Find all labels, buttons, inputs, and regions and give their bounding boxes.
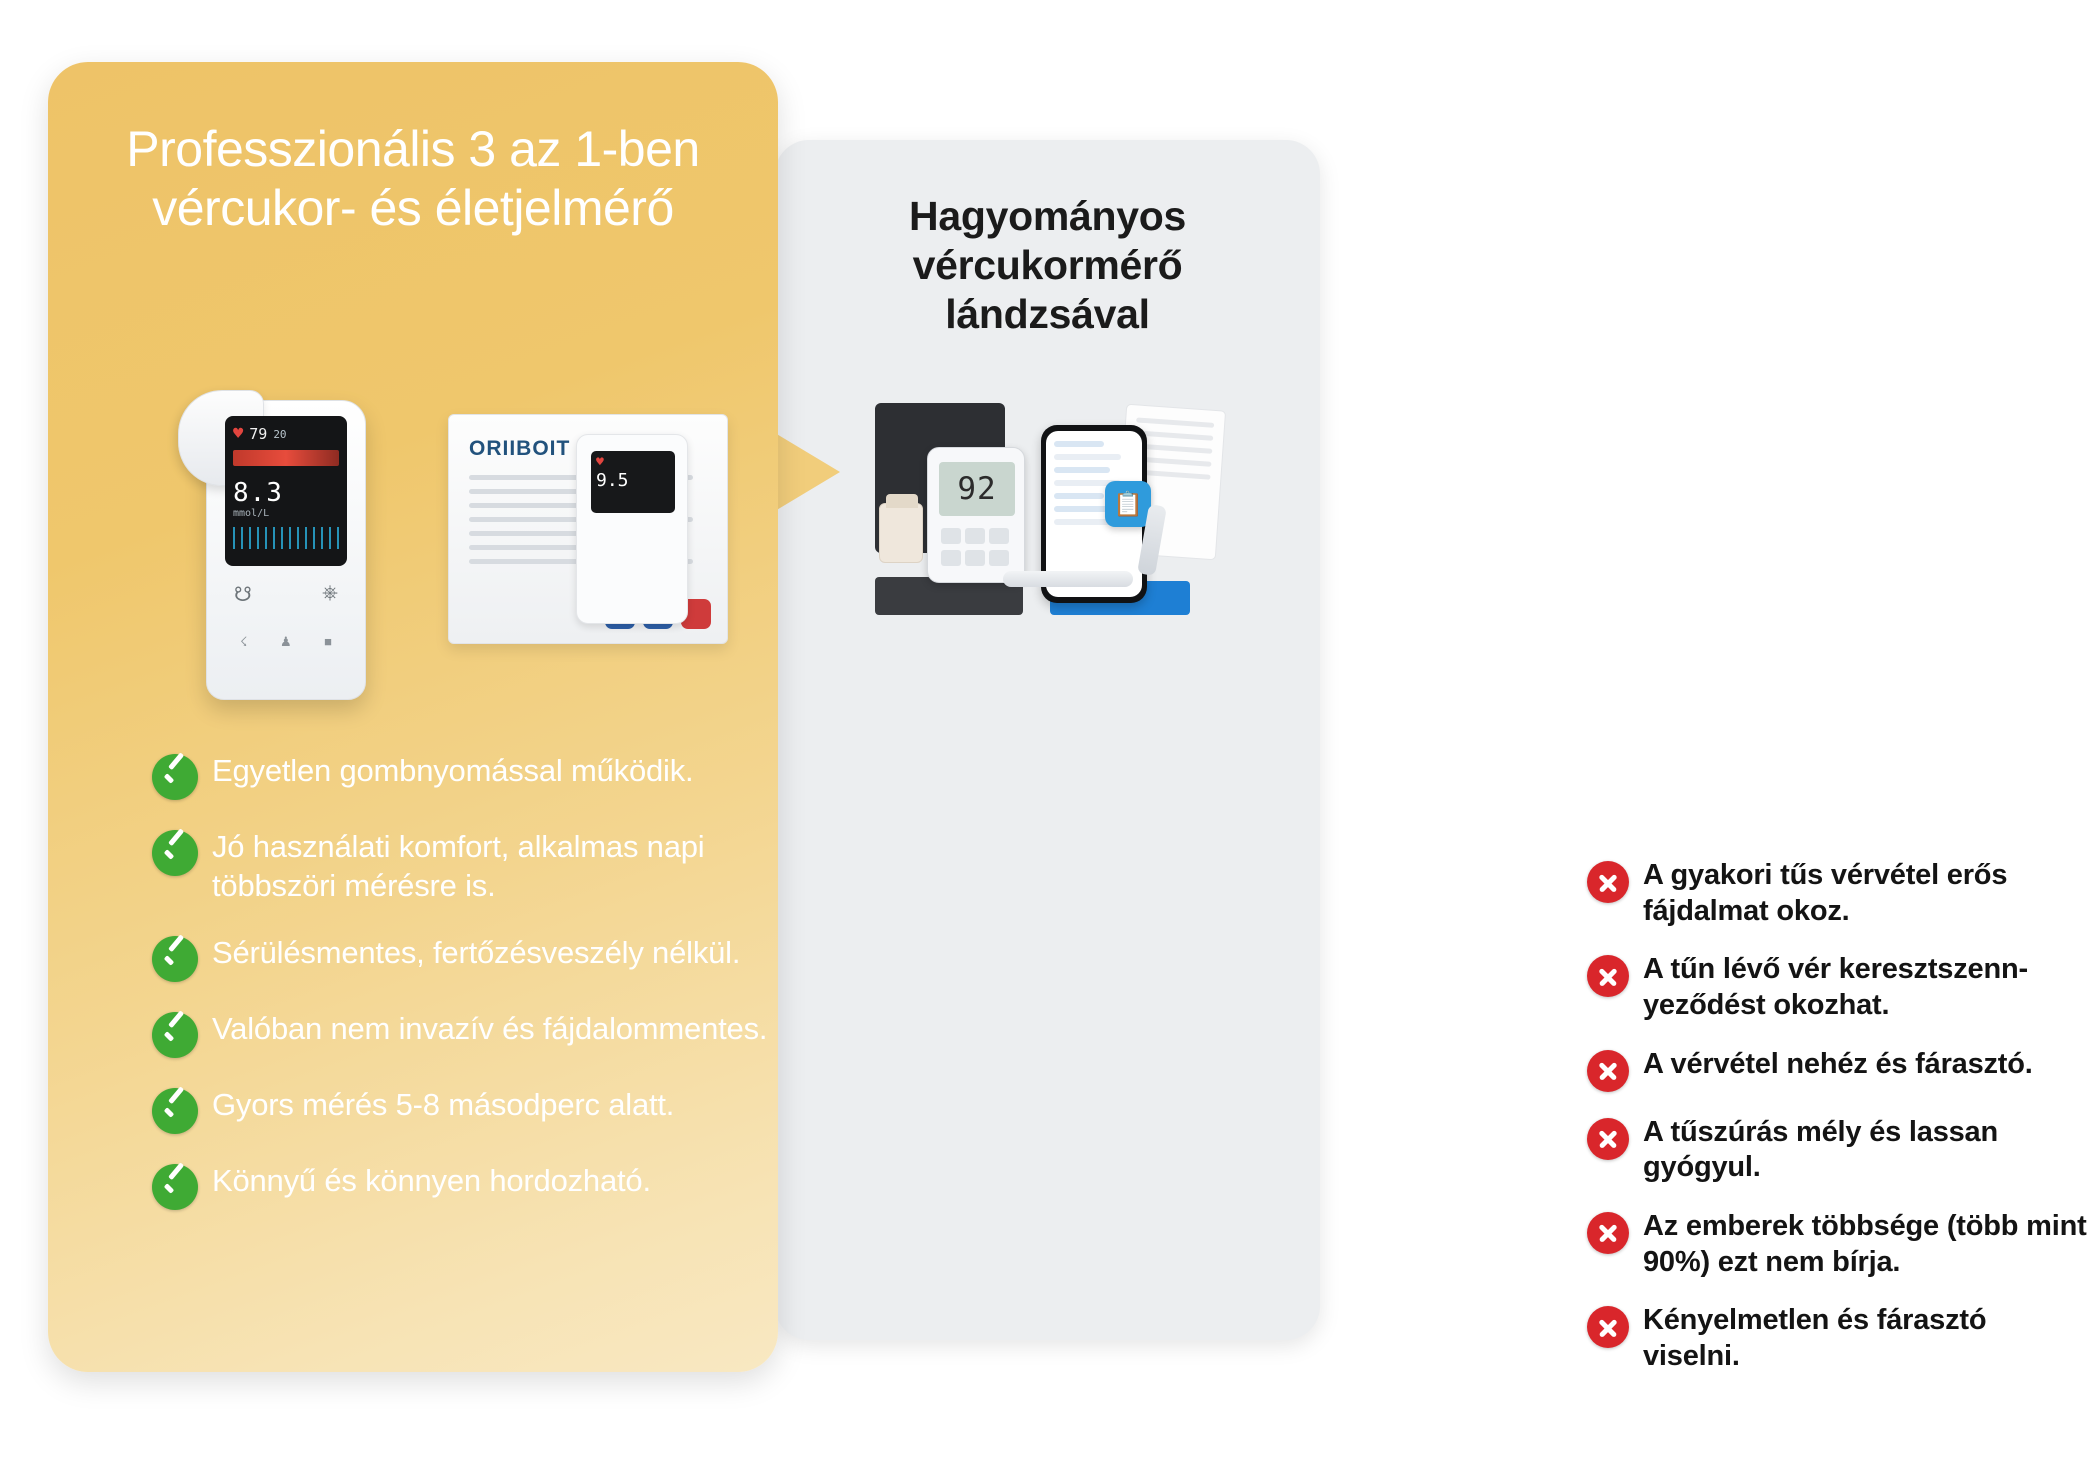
pro-text: Egyetlen gombnyomással működik. <box>212 753 694 788</box>
meter-button <box>941 528 961 544</box>
cross-icon <box>1587 1118 1629 1160</box>
pro-item <box>152 1086 812 1134</box>
cons-list <box>1587 858 2087 1398</box>
fingertip-monitor-device <box>178 382 393 702</box>
heart-icon: ♥ <box>233 424 244 444</box>
spo2-value: 20 <box>273 427 287 441</box>
traditional-panel-title: Hagyományos vércukormérő lándzsával <box>909 193 1186 338</box>
paper-line <box>1136 417 1214 427</box>
device-indicator-icons <box>240 634 332 650</box>
check-icon <box>152 1164 198 1210</box>
person-icon: ♟ <box>279 634 292 649</box>
glucose-unit: mmol/L <box>233 508 270 519</box>
glucose-value: 8.3 <box>233 478 283 508</box>
con-text: Az emberek többsége (több mint 90%) ezt nem bírja. <box>1643 1209 2087 1278</box>
product-panel <box>48 62 778 1372</box>
glucose-meter-device <box>927 447 1025 583</box>
con-text: A tűszúrás mély és lassan gyógyul. <box>1643 1115 1998 1184</box>
lancing-pen <box>1003 571 1133 587</box>
con-item <box>1587 952 2087 1023</box>
device-buttons <box>234 582 338 607</box>
traditional-meter-illustration <box>875 385 1225 635</box>
pro-item <box>152 1162 812 1210</box>
pro-text: Gyors mérés 5-8 másodperc alatt. <box>212 1086 675 1122</box>
pro-item <box>152 1010 812 1058</box>
traditional-meter-panel <box>775 140 2087 1372</box>
pro-text: Valóban nem invazív és fájdalommentes. <box>212 1010 768 1046</box>
secondary-device-screen <box>591 451 675 513</box>
pro-text: Könnyű és könnyen hordozható. <box>212 1162 651 1198</box>
app-row <box>1054 467 1110 473</box>
meter-reading: 92 <box>939 462 1015 516</box>
app-badge-icon: 📋 <box>1105 481 1151 527</box>
con-text: A gyakori tűs vérvétel erős fájdalmat okoz. <box>1643 859 2008 927</box>
vitals-row <box>233 424 339 444</box>
product-illustration <box>158 382 738 722</box>
meter-button <box>989 550 1009 566</box>
app-row <box>1054 454 1121 460</box>
meter-button <box>989 528 1009 544</box>
cross-icon <box>1587 955 1629 997</box>
con-item <box>1587 1115 2087 1186</box>
meter-button <box>941 550 961 566</box>
secondary-screen-value: 9.5 <box>596 470 629 491</box>
cross-icon <box>1587 1212 1629 1254</box>
check-icon <box>152 1088 198 1134</box>
check-icon <box>152 754 198 800</box>
app-row <box>1054 506 1110 512</box>
con-item <box>1587 858 2087 929</box>
app-row <box>1054 441 1104 447</box>
waveform-graphic <box>233 527 339 549</box>
battery-icon: ■ <box>324 634 332 649</box>
meter-button <box>965 528 985 544</box>
con-text: A tűn lévő vér keresztszenn-yeződést okozhat. <box>1643 953 2028 1021</box>
pro-text: Jó használati komfort, alkalmas napi többszöri mérésre is. <box>212 829 705 903</box>
meter-button <box>965 550 985 566</box>
check-icon <box>152 830 198 876</box>
con-item <box>1587 1303 2087 1374</box>
package-brand-label: ORIIBOIT <box>469 437 571 460</box>
pro-item <box>152 934 812 982</box>
pro-item <box>152 828 812 906</box>
signal-bar <box>233 450 339 466</box>
con-item <box>1587 1209 2087 1280</box>
con-text: Kényelmetlen és fárasztó viselni. <box>1643 1304 1987 1372</box>
meter-buttons <box>941 528 1013 568</box>
con-text: A vérvétel nehéz és fárasztó. <box>1643 1047 2033 1080</box>
power-button[interactable]: ⎈ <box>322 582 338 604</box>
check-icon <box>152 936 198 982</box>
app-row <box>1054 493 1104 499</box>
con-item <box>1587 1047 2087 1092</box>
mode-button[interactable]: ☋ <box>234 584 252 606</box>
check-icon <box>152 1012 198 1058</box>
test-strip-container <box>879 503 923 563</box>
speech-bubble-tail <box>770 430 840 514</box>
bluetooth-icon: ☇ <box>240 634 248 649</box>
product-panel-title: Professzionális 3 az 1-ben vércukor- és életjelmérő <box>126 121 700 236</box>
pro-text: Sérülésmentes, fertőzésveszély nélkül. <box>212 934 741 970</box>
secondary-device-render <box>576 434 688 624</box>
secondary-screen-icon: ♥ <box>596 455 604 470</box>
device-screen <box>225 416 347 566</box>
pros-list <box>152 752 812 1238</box>
pulse-value: 79 <box>249 425 268 443</box>
pro-item <box>152 752 812 800</box>
cross-icon <box>1587 861 1629 903</box>
cross-icon <box>1587 1050 1629 1092</box>
cross-icon <box>1587 1306 1629 1348</box>
